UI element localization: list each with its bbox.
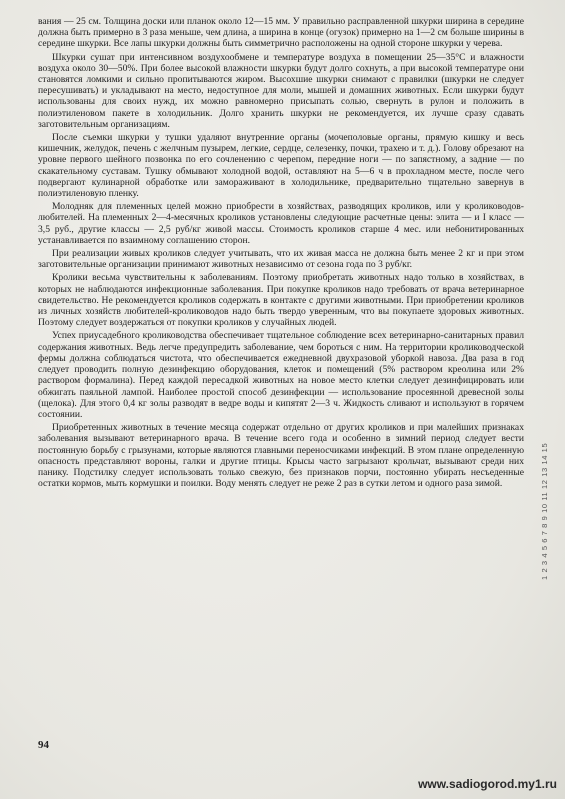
watermark: www.sadiogorod.my1.ru bbox=[418, 777, 557, 791]
margin-ruler: 1 2 3 4 5 6 7 8 9 10 11 12 13 14 15 bbox=[540, 442, 549, 580]
paragraph-5: При реализации живых кроликов следует учитывать, что их живая масса не должна быть менее 2 кг и при этом заготовительные организации принимают животных независимо от сезона года по 3 руб/кг. bbox=[38, 248, 524, 271]
paragraph-1: вания — 25 см. Толщина доски или планок около 12—15 мм. У правильно расправленной шкурки ширина в середине должна быть примерно в 3 раза меньше, чем длина, а ширина в конце (огузок) примерно на 1—2 см больше ширины в середине шкурки. Все лапы шкурки должны быть симметрично расположены на одной стороне шкурки у черева. bbox=[38, 16, 524, 50]
paragraph-2: Шкурки сушат при интенсивном воздухообмене и температуре воздуха в помещении 25—35°С и влажности воздуха около 30—50%. При более высокой влажности шкурки будут долго сохнуть, а при высокой температуре они становятся ломкими и сильно пропитываются жиром. Высохшие шкурки снимают с правилки (шкурки не следует пересушивать) и укладывают на место, недоступное для моли, мышей и домашних животных. Если шкурки будут использованы для своих нужд, их можно равномерно присыпать солью, свернуть в рулон и положить в полиэтиленовом пакете в холодильник. Долго хранить шкурки не рекомендуется, их лучше сразу сдавать заготовительным организациям. bbox=[38, 51, 524, 130]
body-text bbox=[38, 16, 524, 489]
page-number: 94 bbox=[38, 739, 49, 751]
paragraph-3: После съемки шкурки у тушки удаляют внутренние органы (мочеполовые органы, прямую кишку и весь кишечник, желудок, печень с желчным пузырем, легкие, сердце, селезенку, почки, трахею и т. д.). Голову обрезают на уровне первого шейного позвонка по его сочленению с черепом, передние ноги — по запястному, а задние — по скакательному суставам. Тушку обмывают холодной водой, оставляют на 5—6 ч в прохладном месте, после чего подвергают кулинарной обработке или замораживают в холодильнике, предварительно тщательно завернув в полиэтиленовую пленку. bbox=[38, 132, 524, 200]
paragraph-7: Успех приусадебного кролиководства обеспечивает тщательное соблюдение всех ветеринарно-санитарных правил содержания животных. Ведь легче предупредить заболевание, чем бороться с ним. На территории кролиководческой фермы должна соблюдаться чистота, что обеспечивается ежедневной двухразовой уборкой навоза. Два раза в год следует проводить полную дезинфекцию оборудования, клеток и помещений (5% раствором креолина или 2% раствором формалина). Перед каждой пересадкой животных на новое место клетки следует дезинфицировать или обжигать паяльной лампой. Наиболее простой способ дезинфекции — использование просеянной древесной золы (щелока). Для этого 0,4 кг золы разводят в ведре воды и кипятят 2—3 ч. Жидкость сливают и используют в горячем состоянии. bbox=[38, 330, 524, 420]
paragraph-4: Молодняк для племенных целей можно приобрести в хозяйствах, разводящих кроликов, или у кролиководов-любителей. На племенных 2—4-месячных кроликов установлены следующие расчетные цены: элита — и I класс — 3,5 руб., другие классы — 2,5 руб/кг живой массы. Стоимость кроликов старше 4 мес. или небонитированных устанавливается по взаимному соглашению сторон. bbox=[38, 201, 524, 246]
paragraph-6: Кролики весьма чувствительны к заболеваниям. Поэтому приобретать животных надо только в хозяйствах, в которых не наблюдаются инфекционные заболевания. При покупке кроликов надо требовать от врача ветеринарное свидетельство. Не рекомендуется кроликов содержать в контакте с другими животными. При приобретении кроликов из личных хозяйств любителей-кролиководов надо быть твердо уверенным, что вы покупаете здоровых животных. Поэтому следует воздержаться от покупки кроликов у случайных людей. bbox=[38, 272, 524, 329]
paragraph-8: Приобретенных животных в течение месяца содержат отдельно от других кроликов и при малейших признаках заболевания вызывают ветеринарного врача. В течение всего года и особенно в зимний период следует вести постоянную борьбу с грызунами, которые являются главными переносчиками инфекций. В этом плане определенную опасность представляют вороны, галки и другие птицы. Крысы часто загрызают крольчат, вызывают среди них панику. Подстилку следует использовать только свежую, без признаков порчи, постоянно убирать несъеденные остатки кормов, мыть кормушки и поилки. Воду менять следует не реже 2 раз в сутки летом и одного раза зимой. bbox=[38, 422, 524, 490]
